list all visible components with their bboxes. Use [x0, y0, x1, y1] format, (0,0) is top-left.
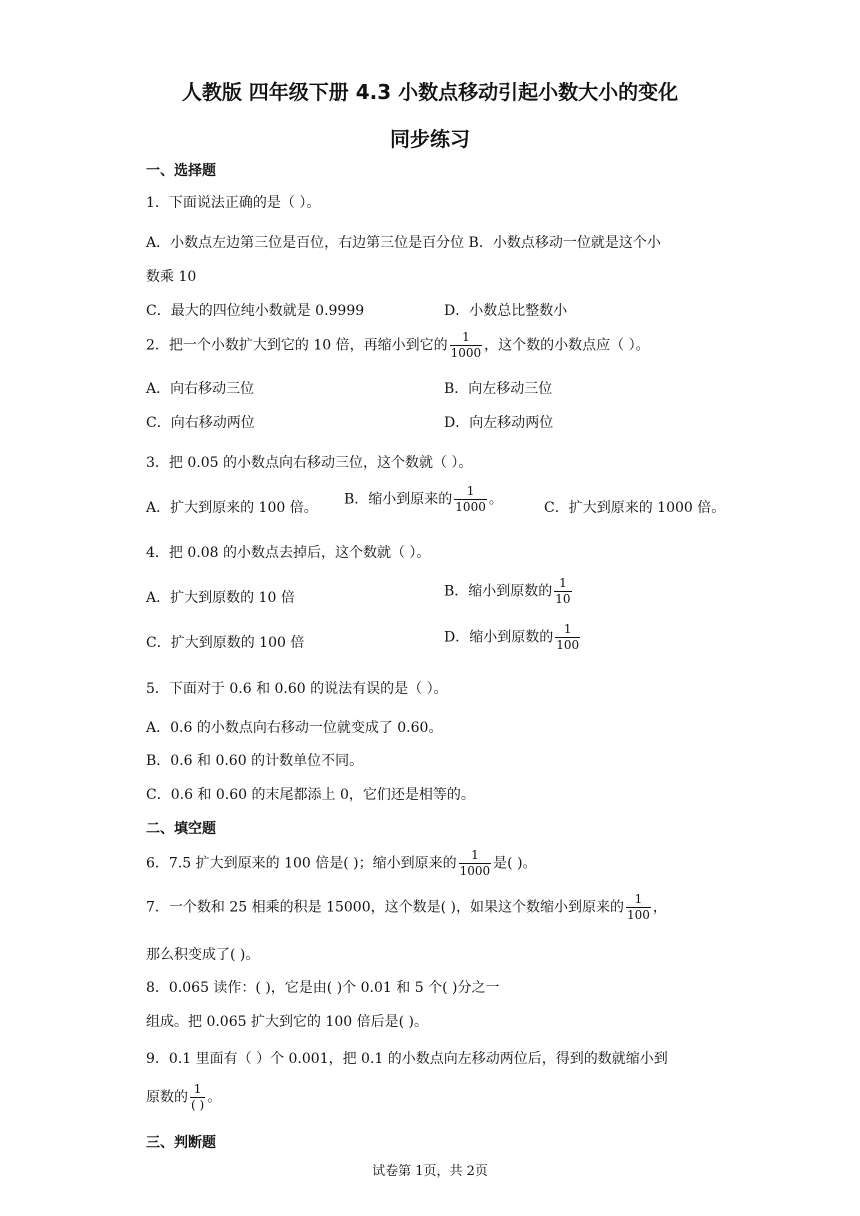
q3-stem: 3．把 0.05 的小数点向右移动三位，这个数就（ ）。: [146, 455, 473, 471]
q2-option-b: B．向左移动三位: [444, 381, 553, 397]
q4-option-c: C．扩大到原数的 100 倍: [146, 635, 305, 651]
q8-line2: 组成。把 0.065 扩大到它的 100 倍后是( )。: [146, 1014, 428, 1030]
q6-fraction: [459, 848, 492, 879]
q4-b-frac-num: 1: [559, 576, 567, 590]
q1-option-c: C．最大的四位纯小数就是 0.9999: [146, 303, 365, 319]
q1-option-ab: A．小数点左边第三位是百位，右边第三位是百分位 B．小数点移动一位就是这个小: [146, 235, 661, 251]
q3-frac-num: 1: [466, 484, 475, 498]
q3-option-a: A．扩大到原来的 100 倍。: [146, 500, 318, 516]
q4-option-a: A．扩大到原数的 10 倍: [146, 590, 295, 606]
q3-option-b-pre: B．缩小到原来的: [344, 491, 453, 508]
q6-frac-den: 1000: [459, 864, 491, 878]
q8-line1: 8．0.065 读作：( )，它是由( )个 0.01 和 5 个( )分之一: [146, 980, 500, 996]
q7-line2: 那么积变成了( )。: [146, 947, 260, 963]
q7-post: ，: [652, 899, 667, 916]
q9-line1: 9．0.1 里面有（ ）个 0.001，把 0.1 的小数点向左移动两位后，得到的数就缩小到: [146, 1051, 668, 1067]
q4-d-fraction: [555, 622, 580, 653]
q2-option-c: C．向右移动两位: [146, 415, 255, 431]
q2-stem: [146, 330, 650, 361]
q7-pre: 7．一个数和 25 相乘的积是 15000，这个数是( )，如果这个数缩小到原来的: [146, 899, 624, 916]
q2-stem-post: ，这个数的小数点应（ ）。: [484, 337, 650, 354]
section-fill-heading: 二、填空题: [146, 821, 216, 837]
q5-option-a: A．0.6 的小数点向右移动一位就变成了 0.60。: [146, 720, 443, 736]
q2-frac-num: 1: [462, 330, 470, 344]
doc-title-line2: 同步练习: [390, 127, 470, 151]
q6-post: 是( )。: [493, 855, 537, 872]
q9-pre: 原数的: [146, 1089, 188, 1106]
q3-option-b: [344, 484, 503, 515]
q4-option-b-pre: B．缩小到原数的: [444, 583, 553, 600]
q5-stem: 5．下面对于 0.6 和 0.60 的说法有误的是（ ）。: [146, 681, 448, 697]
q7-fraction: [626, 892, 651, 923]
page-footer: 试卷第 1页，共 2页: [372, 1164, 488, 1179]
q4-b-frac-den: 10: [555, 592, 571, 606]
q2-option-a: A．向右移动三位: [146, 381, 255, 397]
section-judge-heading: 三、判断题: [146, 1135, 216, 1151]
q9-post: 。: [207, 1089, 222, 1106]
q2-fraction: [450, 330, 483, 361]
q3-option-c: C．扩大到原来的 1000 倍。: [544, 500, 726, 516]
q6-line: [146, 848, 537, 879]
q9-fraction: [190, 1082, 205, 1113]
q3-frac-den: 1000: [455, 500, 486, 514]
q4-d-frac-den: 100: [556, 638, 580, 652]
q9-frac-den: ( ): [191, 1098, 205, 1112]
q9-frac-num: 1: [193, 1082, 202, 1096]
q4-option-d: [444, 622, 582, 653]
q6-pre: 6．7.5 扩大到原来的 100 倍是( )；缩小到原来的: [146, 855, 457, 872]
q1-stem: 1．下面说法正确的是（ ）。: [146, 195, 321, 211]
q7-frac-num: 1: [634, 892, 643, 906]
q2-stem-pre: 2．把一个小数扩大到它的 10 倍，再缩小到它的: [146, 337, 448, 354]
q2-option-d: D．向左移动两位: [444, 415, 554, 431]
q4-option-b: [444, 576, 574, 607]
q6-frac-num: 1: [471, 848, 479, 862]
q7-frac-den: 100: [626, 908, 650, 922]
q5-option-c: C．0.6 和 0.60 的末尾都添上 0，它们还是相等的。: [146, 787, 475, 803]
doc-title-line1: 人教版 四年级下册 4.3 小数点移动引起小数大小的变化: [181, 80, 679, 104]
q7-line1: [146, 892, 667, 923]
q4-d-frac-num: 1: [563, 622, 572, 636]
q1-option-d: D．小数总比整数小: [444, 303, 568, 319]
q3-option-b-post: 。: [488, 491, 503, 508]
q2-frac-den: 1000: [450, 346, 482, 360]
q5-option-b: B．0.6 和 0.60 的计数单位不同。: [146, 753, 364, 769]
q4-option-d-pre: D．缩小到原数的: [444, 629, 554, 646]
q3-fraction: [454, 484, 487, 515]
q4-b-fraction: [554, 576, 571, 607]
q4-stem: 4．把 0.08 的小数点去掉后，这个数就（ ）。: [146, 545, 431, 561]
q1-option-b-cont: 数乘 10: [146, 269, 197, 285]
q9-line2: [146, 1082, 221, 1113]
section-choice-heading: 一、选择题: [146, 163, 216, 179]
